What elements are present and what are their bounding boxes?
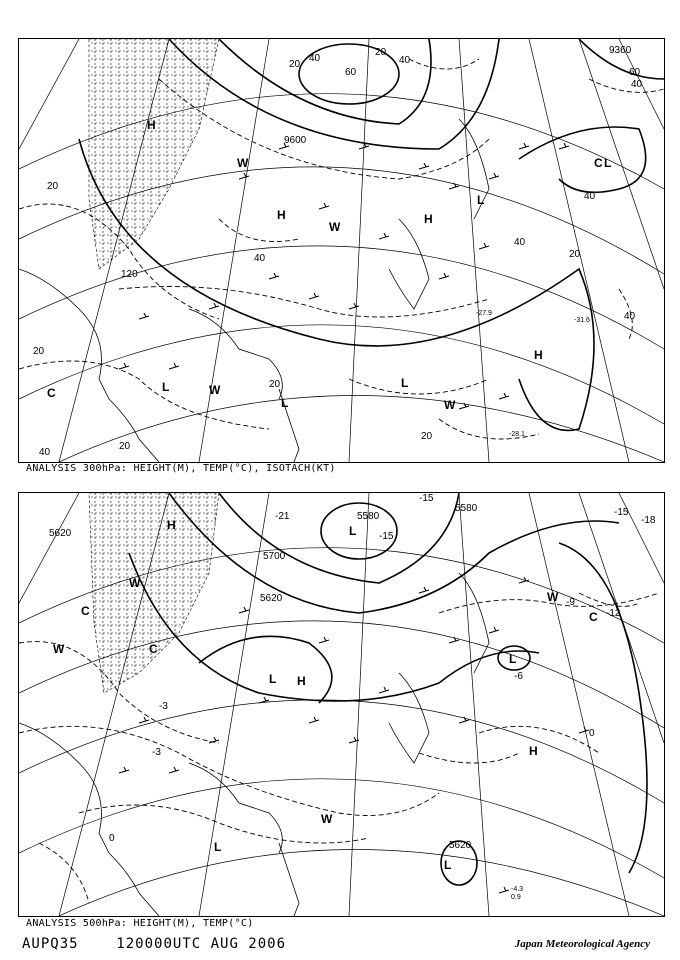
warm-center-marker: W — [209, 383, 221, 397]
low-center-marker: L — [214, 840, 222, 854]
warm-center-marker: W — [547, 590, 559, 604]
low-center-marker: L — [444, 858, 452, 872]
height-label: 5580 — [357, 511, 380, 522]
isotach-label: 40 — [399, 55, 411, 66]
low-center-marker: L — [349, 524, 357, 538]
low-center-marker: L — [269, 672, 277, 686]
isotherm-label: -18 — [641, 515, 656, 526]
isotach-label: 40 — [631, 79, 643, 90]
analysis-300hpa-map — [18, 38, 665, 463]
warm-center-marker: W — [444, 398, 456, 412]
height-label: 5620 — [449, 840, 472, 851]
agency-credit: Japan Meteorological Agency — [514, 938, 650, 950]
low-center-marker: L — [162, 380, 170, 394]
isotherm-label: -12 — [606, 608, 621, 619]
high-center-marker: H — [147, 118, 156, 132]
warm-center-marker: W — [53, 642, 65, 656]
isotach-label: 60 — [345, 67, 357, 78]
caption-300hpa: ANALYSIS 300hPa: HEIGHT(M), TEMP(°C), ISOTACH(KT) — [26, 463, 336, 474]
cold-center-marker: C — [594, 156, 603, 170]
cold-center-marker: C — [81, 604, 90, 618]
wind-barbs — [119, 577, 589, 893]
height-label: 5580 — [455, 503, 478, 514]
isotach-label: 40 — [309, 53, 321, 64]
isotherm-label: -3 — [159, 701, 168, 712]
low-center-marker: L — [477, 193, 485, 207]
coastline — [19, 573, 489, 916]
temperature-label: -31.6 — [574, 317, 590, 324]
isotach-label: 20 — [289, 59, 301, 70]
height-label: 9600 — [284, 135, 307, 146]
isotherm-label: 0 — [109, 833, 115, 844]
map-300hpa-canvas — [19, 39, 664, 462]
isotherm-label: -21 — [275, 511, 290, 522]
high-center-marker: H — [529, 744, 538, 758]
cold-center-marker: C — [47, 386, 56, 400]
isotherm-label: -15 — [419, 493, 434, 504]
warm-center-marker: W — [321, 812, 333, 826]
temperature-label: -4.3 — [511, 886, 524, 893]
isotach-label: 40 — [624, 311, 636, 322]
isotach-label: 40 — [254, 253, 266, 264]
chart-code: AUPQ35 — [22, 936, 79, 952]
isotach-label: 40 — [39, 447, 51, 458]
chart-identifier — [22, 936, 286, 952]
analysis-500hpa-map — [18, 492, 665, 917]
cold-center-marker: C — [149, 642, 158, 656]
temperature-label: 0.9 — [511, 894, 521, 901]
isotherm-label: -3 — [152, 747, 161, 758]
warm-center-marker: W — [129, 576, 141, 590]
isotach-label: 40 — [584, 191, 596, 202]
high-center-marker: H — [424, 212, 433, 226]
isotach-hatched-area — [89, 39, 219, 269]
isotach-label: 20 — [33, 346, 45, 357]
isotach-label: 20 — [119, 441, 131, 452]
caption-500hpa: ANALYSIS 500hPa: HEIGHT(M), TEMP(°C) — [26, 918, 254, 929]
warm-center-marker: W — [329, 220, 341, 234]
isotherm-label: -9 — [566, 597, 575, 608]
isotach-label: 120 — [121, 269, 138, 280]
low-center-marker: L — [401, 376, 409, 390]
isotach-label: 20 — [269, 379, 281, 390]
isotherm-label: -6 — [514, 671, 523, 682]
low-center-marker: L — [281, 396, 289, 410]
isotach-label: 40 — [514, 237, 526, 248]
high-center-marker: H — [277, 208, 286, 222]
height-label: 5620 — [49, 528, 72, 539]
height-label: 9360 — [609, 45, 632, 56]
cold-center-marker: C — [589, 610, 598, 624]
low-center-marker: L — [604, 156, 612, 170]
high-center-marker: H — [534, 348, 543, 362]
low-center-marker: L — [509, 652, 517, 666]
high-center-marker: H — [297, 674, 306, 688]
isotach-label: 20 — [47, 181, 59, 192]
isotherm-label: 0 — [589, 728, 595, 739]
high-center-marker: H — [167, 518, 176, 532]
temperature-label: -27.9 — [476, 310, 492, 317]
isotach-label: 20 — [569, 249, 581, 260]
isotherm-label: -15 — [379, 531, 394, 542]
warm-center-marker: W — [237, 156, 249, 170]
valid-time: 120000UTC AUG 2006 — [116, 936, 287, 952]
isotach-label: 20 — [375, 47, 387, 58]
wind-barbs — [119, 143, 569, 409]
isotach-label: 60 — [629, 67, 641, 78]
isotherm-label: -15 — [614, 507, 629, 518]
height-label: 5620 — [260, 593, 283, 604]
isotach-label: 20 — [421, 431, 433, 442]
map-500hpa-canvas — [19, 493, 664, 916]
height-label: 5700 — [263, 551, 286, 562]
temperature-label: -28.1 — [509, 431, 525, 438]
